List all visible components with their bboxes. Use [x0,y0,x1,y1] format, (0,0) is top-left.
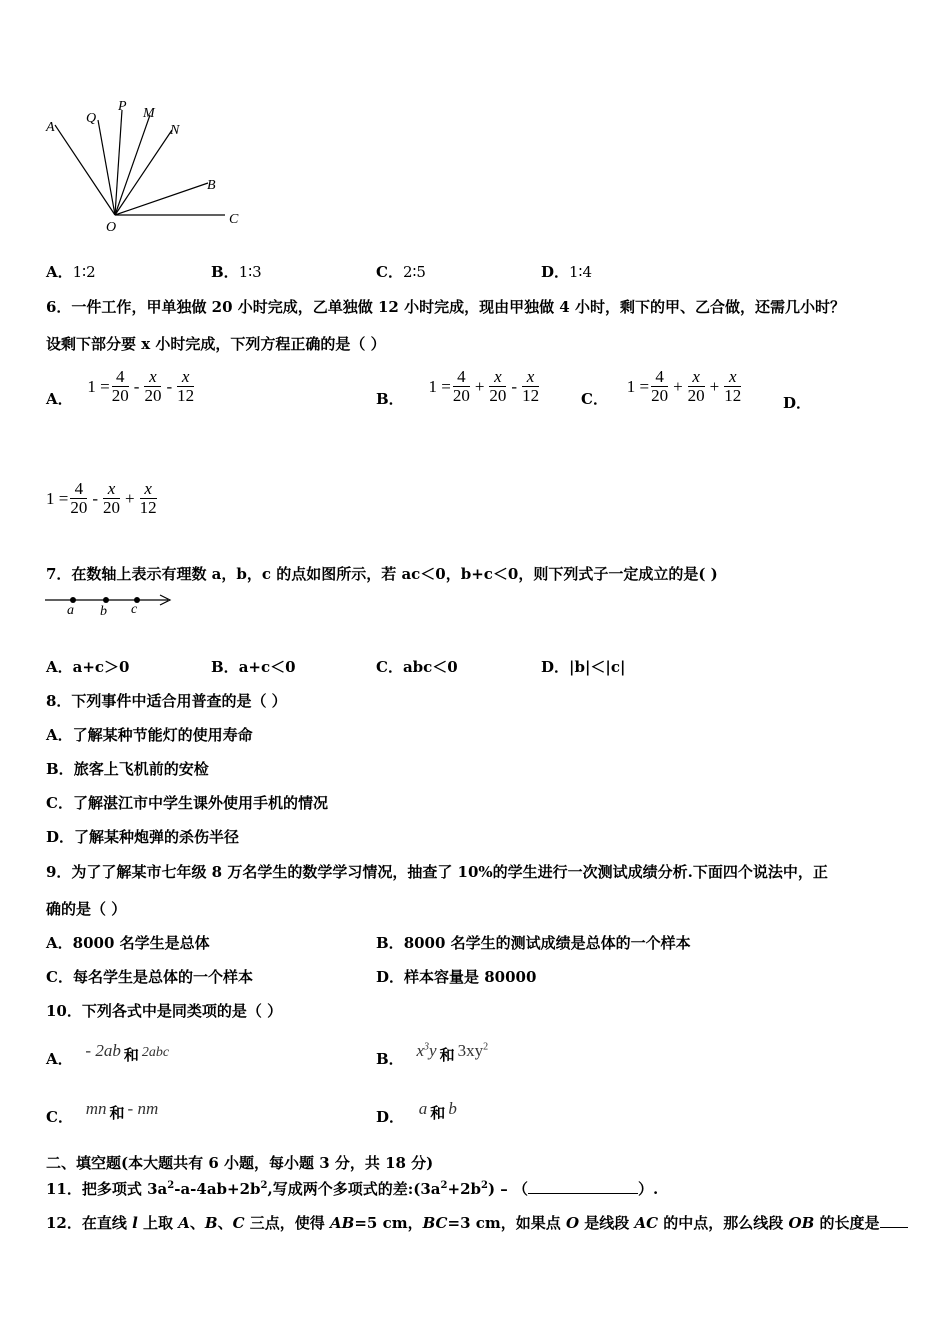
q6-option-b: B． 1 = $\frac{4}{20}$ + $\frac{x}{20}$ - $\frac{x}{12}$ [376,367,540,408]
axis-label-c: c [131,602,138,617]
angle-label-C: C [229,212,239,227]
q7-option-b: B．a+c＜0 [211,658,296,676]
axis-label-b: b [100,604,107,619]
q10-option-d: D． a 和 b [376,1099,457,1126]
axis-label-a: a [67,603,74,618]
angle-label-A: A [46,120,55,135]
q11-answer-blank[interactable] [528,1193,638,1194]
q6-option-a: A． 1 = $\frac{4}{20}$ - $\frac{x}{20}$ - $\frac{x}{12}$ [46,367,195,408]
q6-stem-line1: 6．一件工作，甲单独做 20 小时完成，乙单独做 12 小时完成，现由甲独做 4 小时，剩下的甲、乙合做，还需几小时？ [46,298,845,316]
q12: 12．在直线 l 上取 A、B、C 三点，使得 AB=5 cm，BC=3 cm，如果点 O 是线段 AC 的中点，那么线段 OB 的长度是 [46,1212,908,1233]
angle-figure [40,95,260,240]
q9-option-a: A．8000 名学生是总体 [46,934,210,952]
q6-option-d-label: D． [783,394,812,412]
q8-stem: 8．下列事件中适合用普查的是（ ） [46,692,287,710]
point-b [103,597,109,603]
q8-option-d: D．了解某种炮弹的杀伤半径 [46,828,240,846]
q9-option-b: B．8000 名学生的测试成绩是总体的一个样本 [376,934,691,952]
q7-option-a: A．a+c＞0 [46,658,130,676]
angle-label-M: M [143,106,155,121]
q10-option-a: A． - 2ab 和 2abc [46,1041,170,1068]
q6-option-d-equation: 1 = $\frac{4}{20}$ - $\frac{x}{20}$ + $\frac{x}{12}$ [46,479,157,517]
q5-option-d: D．1∶4 [541,263,593,281]
number-line [40,590,180,620]
q7-option-d: D．|b|＜|c| [541,658,626,676]
q5-option-a: A．1∶2 [46,263,96,281]
q9-stem-line2: 确的是（ ） [46,900,127,918]
q7-option-c: C．abc＜0 [376,658,458,676]
q9-stem-line1: 9．为了了解某市七年级 8 万名学生的数学学习情况，抽查了 10%的学生进行一次测试成绩分析.下面四个说法中，正 [46,863,828,881]
q9-option-c: C．每名学生是总体的一个样本 [46,968,253,986]
section-2-heading: 二、填空题(本大题共有 6 小题，每小题 3 分，共 18 分) [46,1154,434,1172]
q10-option-b: B． $x^3y$ 和 $3xy^2$ [376,1041,489,1068]
q7-stem: 7．在数轴上表示有理数 a，b，c 的点如图所示，若 ac＜0，b+c＜0，则下列式子一定成立的是( ) [46,565,718,583]
q12-answer-blank[interactable] [880,1227,908,1228]
q5-option-b: B．1∶3 [211,263,262,281]
angle-label-Q: Q [86,111,97,126]
q10-option-c: C． mn 和 - nm [46,1099,159,1126]
q9-option-d: D．样本容量是 80000 [376,968,537,986]
q10-stem: 10．下列各式中是同类项的是（ ） [46,1002,283,1020]
angle-label-B: B [207,178,216,193]
q11: 11．把多项式 $3a^2-a-4ab+2b^2$,写成两个多项式的差$:(3a^2+2b^2)$ – （ ）. [46,1180,659,1198]
angle-label-P: P [118,99,127,114]
q8-option-c: C．了解湛江市中学生课外使用手机的情况 [46,794,328,812]
angle-label-N: N [170,123,180,138]
q5-option-c: C．2∶5 [376,263,426,281]
q8-option-a: A．了解某种节能灯的使用寿命 [46,726,253,744]
angle-label-O: O [106,220,117,235]
q6-option-c: C． 1 = $\frac{4}{20}$ + $\frac{x}{20}$ + $\frac{x}{12}$ [581,367,742,408]
q6-stem-line2: 设剩下部分要 x 小时完成，下列方程正确的是（ ） [46,335,386,353]
q8-option-b: B．旅客上飞机前的安检 [46,760,209,778]
